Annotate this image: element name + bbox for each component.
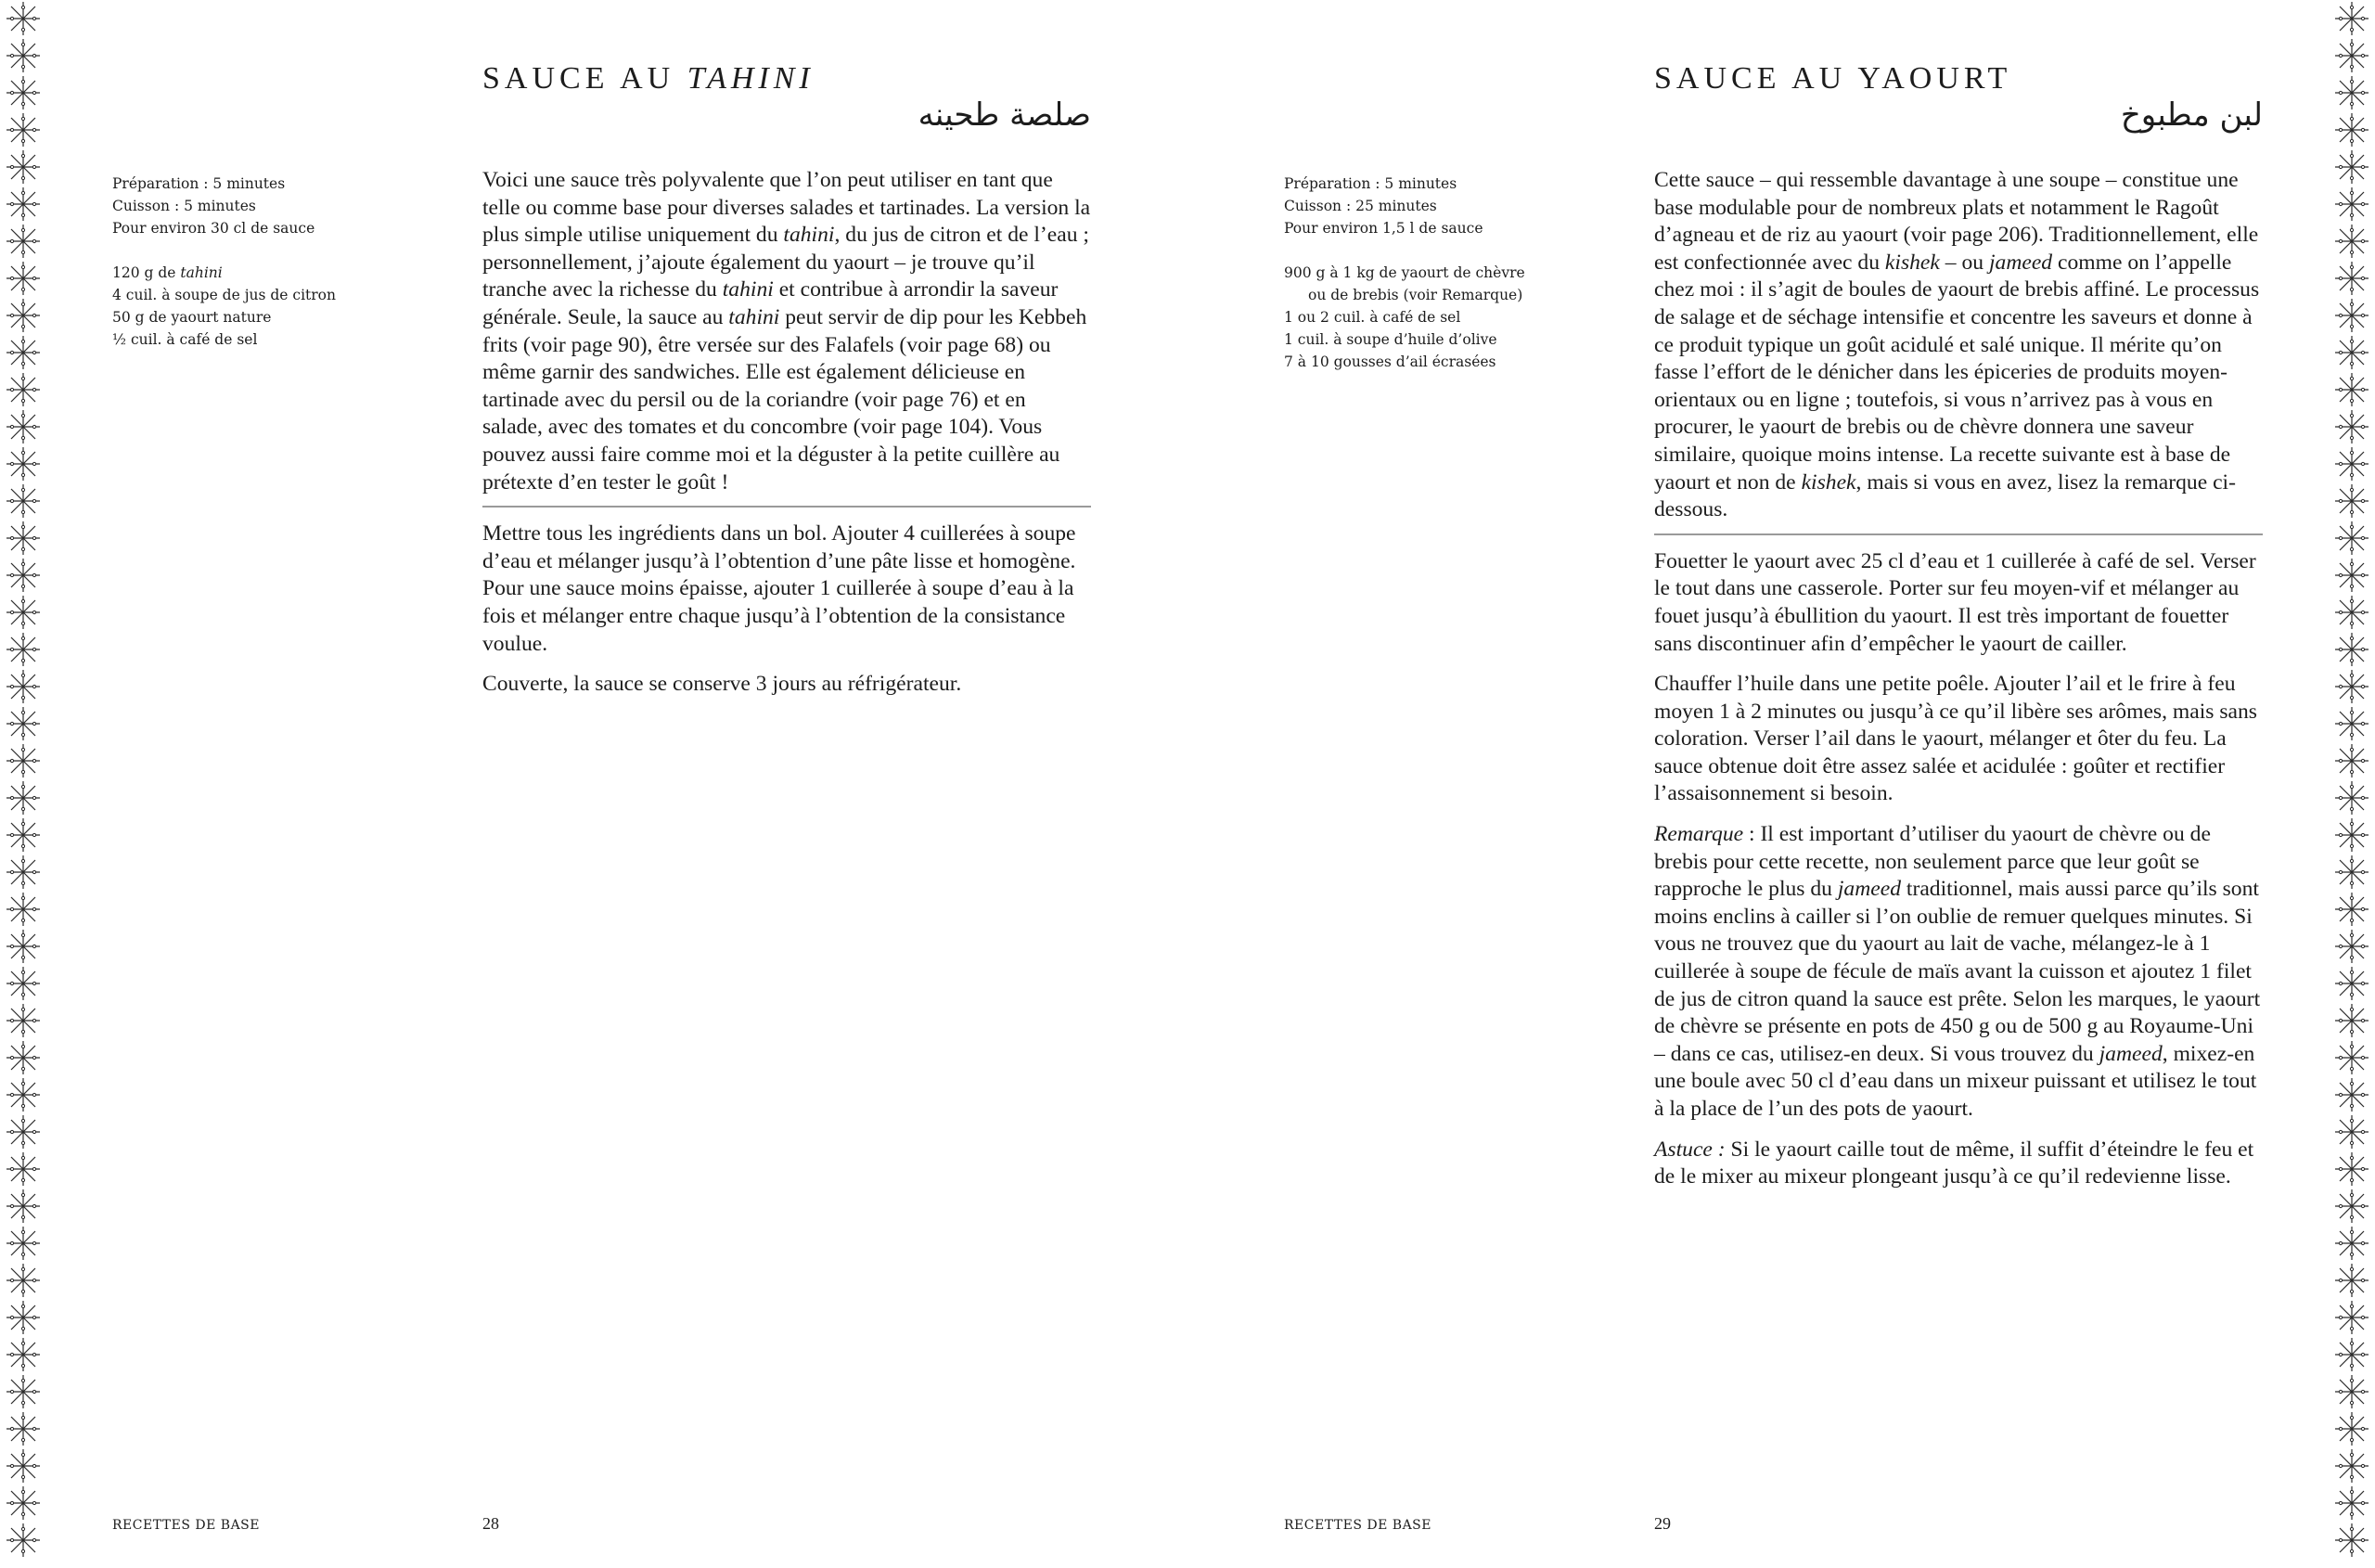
starburst-ornament-icon	[2333, 854, 2370, 891]
ingredient-item: 120 g de tahini	[112, 264, 223, 281]
starburst-ornament-icon	[5, 408, 42, 445]
starburst-ornament-icon	[2333, 1188, 2370, 1225]
starburst-ornament-icon	[2333, 742, 2370, 779]
starburst-ornament-icon	[2333, 779, 2370, 816]
title-italic: TAHINI	[687, 61, 815, 96]
starburst-ornament-icon	[2333, 37, 2370, 74]
recipe-body	[482, 167, 1091, 712]
starburst-ornament-icon	[2333, 334, 2370, 371]
page-number: 29	[1654, 1514, 1671, 1533]
starburst-ornament-icon	[5, 1447, 42, 1484]
title-prefix: SAUCE AU	[482, 61, 687, 96]
starburst-ornament-icon	[5, 371, 42, 408]
starburst-ornament-icon	[2333, 148, 2370, 186]
starburst-ornament-icon	[5, 260, 42, 297]
left-page	[46, 0, 1188, 1568]
starburst-ornament-icon	[2333, 557, 2370, 594]
starburst-ornament-icon	[2333, 1076, 2370, 1113]
starburst-ornament-icon	[5, 705, 42, 742]
starburst-ornament-icon	[5, 1410, 42, 1447]
starburst-ornament-icon	[5, 928, 42, 965]
starburst-ornament-icon	[2333, 1410, 2370, 1447]
starburst-ornament-icon	[2333, 594, 2370, 631]
prep-time: Préparation : 5 minutes	[1284, 175, 1457, 192]
starburst-ornament-icon	[2333, 631, 2370, 668]
ingredient-item: ½ cuil. à café de sel	[112, 331, 258, 348]
ingredient-item: 50 g de yaourt nature	[112, 309, 272, 326]
starburst-ornament-icon	[5, 1299, 42, 1336]
starburst-ornament-icon	[2333, 297, 2370, 334]
starburst-ornament-icon	[5, 891, 42, 928]
starburst-ornament-icon	[5, 779, 42, 816]
starburst-ornament-icon	[2333, 74, 2370, 111]
starburst-ornament-icon	[5, 482, 42, 520]
starburst-ornament-icon	[2333, 1150, 2370, 1188]
starburst-ornament-icon	[2333, 668, 2370, 705]
starburst-ornament-icon	[2333, 1002, 2370, 1039]
starburst-ornament-icon	[5, 74, 42, 111]
recipe-info-sidebar	[112, 173, 391, 351]
starburst-ornament-icon	[5, 37, 42, 74]
starburst-ornament-icon	[2333, 186, 2370, 223]
prep-time: Préparation : 5 minutes	[112, 175, 286, 192]
starburst-ornament-icon	[5, 445, 42, 482]
starburst-ornament-icon	[2333, 223, 2370, 260]
starburst-ornament-icon	[5, 1113, 42, 1150]
starburst-ornament-icon	[5, 1188, 42, 1225]
recipe-intro: Voici une sauce très polyvalente que l’on peut utiliser en tant que telle ou comme base pour diverses salades et tartinades. La version la plus simple utilise uniquement du tahini, du jus de citron et de l’eau ; personnellement, j’ajoute également du yaourt – je trouve qu’il tranche avec la richesse du tahini et contribue à arrondir la saveur générale. Seule, la sauce au tahini peut servir de dip pour les Kebbeh frits (voir page 90), être versée sur des Falafels (voir page 68) ou même garnir des sandwiches. Elle est également délicieuse en tartinade avec du persil ou de la coriandre (voir page 76) et en salade, avec des tomates et du concombre (voir page 104). Vous pouvez aussi faire comme moi et la déguster à la petite cuillère au prétexte d’en tester le goût !	[482, 168, 1091, 495]
starburst-ornament-icon	[5, 1150, 42, 1188]
starburst-ornament-icon	[2333, 1299, 2370, 1336]
starburst-ornament-icon	[2333, 1225, 2370, 1262]
starburst-ornament-icon	[2333, 705, 2370, 742]
starburst-ornament-icon	[5, 111, 42, 148]
recipe-title-tahini	[482, 61, 815, 96]
recipe-info-sidebar	[1284, 173, 1562, 373]
ingredient-item: 1 ou 2 cuil. à café de sel	[1284, 309, 1461, 326]
starburst-ornament-icon	[2333, 520, 2370, 557]
starburst-ornament-icon	[2333, 408, 2370, 445]
left-ornament-border	[0, 0, 46, 1568]
starburst-ornament-icon	[5, 816, 42, 854]
ingredient-item-continued: ou de brebis (voir Remarque)	[1308, 287, 1523, 303]
starburst-ornament-icon	[5, 1225, 42, 1262]
starburst-ornament-icon	[5, 520, 42, 557]
starburst-ornament-icon	[2333, 1336, 2370, 1373]
starburst-ornament-icon	[5, 1002, 42, 1039]
starburst-ornament-icon	[2333, 0, 2370, 37]
starburst-ornament-icon	[2333, 371, 2370, 408]
starburst-ornament-icon	[5, 668, 42, 705]
starburst-ornament-icon	[2333, 260, 2370, 297]
yield: Pour environ 1,5 l de sauce	[1284, 220, 1483, 237]
starburst-ornament-icon	[2333, 111, 2370, 148]
starburst-ornament-icon	[5, 631, 42, 668]
right-ornament-border	[2329, 0, 2375, 1568]
starburst-ornament-icon	[5, 965, 42, 1002]
starburst-ornament-icon	[2333, 482, 2370, 520]
method-step: Mettre tous les ingrédients dans un bol. Ajouter 4 cuillerées à soupe d’eau et mélanger jusqu’à l’obtention d’une pâte lisse et homogène. Pour une sauce moins épaisse, ajouter 1 cuillerée à soupe d’eau à la fois et mélanger entre chaque jusqu’à l’obtention de la consistance voulue.	[482, 521, 1076, 656]
arabic-title: صلصة طحينه	[918, 96, 1091, 134]
starburst-ornament-icon	[5, 1484, 42, 1522]
starburst-ornament-icon	[5, 854, 42, 891]
starburst-ornament-icon	[5, 223, 42, 260]
starburst-ornament-icon	[2333, 816, 2370, 854]
remark-note: Remarque : Il est important d’utiliser du yaourt de chèvre ou de brebis pour cette recette, non seulement parce que leur goût se rapproche le plus du jameed traditionnel, mais aussi parce qu’ils sont moins enclins à cailler si l’on oublie de remuer quelques minutes. Si vous ne trouvez que du yaourt au lait de vache, mélangez-le à 1 cuillerée à soupe de fécule de maïs avant la cuisson et ajoutez 1 filet de jus de citron quand la sauce est prête. Selon les marques, le yaourt de chèvre se présente en pots de 450 g ou de 500 g au Royaume-Uni – dans ce cas, utilisez-en deux. Si vous trouvez du jameed, mixez-en une boule avec 50 cl d’eau dans un mixeur puissant et utilisez le tout à la place de l’un des pots de yaourt.	[1654, 822, 2261, 1121]
starburst-ornament-icon	[5, 1373, 42, 1410]
running-footer: RECETTES DE BASE	[112, 1518, 260, 1533]
starburst-ornament-icon	[2333, 445, 2370, 482]
starburst-ornament-icon	[5, 594, 42, 631]
starburst-ornament-icon	[2333, 1113, 2370, 1150]
starburst-ornament-icon	[5, 148, 42, 186]
recipe-body	[1654, 167, 2263, 1204]
starburst-ornament-icon	[2333, 1039, 2370, 1076]
method-step: Fouetter le yaourt avec 25 cl d’eau et 1 cuillerée à café de sel. Verser le tout dans une casserole. Porter sur feu moyen-vif et mélanger au fouet jusqu’à ébullition du yaourt. Il est très important de fouetter sans discontinuer afin d’empêcher le yaourt de cailler.	[1654, 548, 2256, 656]
starburst-ornament-icon	[5, 557, 42, 594]
starburst-ornament-icon	[5, 334, 42, 371]
method-step: Couverte, la sauce se conserve 3 jours au réfrigérateur.	[482, 672, 962, 697]
arabic-title: لبن مطبوخ	[2120, 96, 2263, 134]
starburst-ornament-icon	[5, 1039, 42, 1076]
starburst-ornament-icon	[2333, 965, 2370, 1002]
cook-time: Cuisson : 25 minutes	[1284, 198, 1437, 214]
recipe-intro: Cette sauce – qui ressemble davantage à une soupe – constitue une base modulable pour de nombreux plats et notamment le Ragoût d’agneau et de riz au yaourt (voir page 206). Traditionnellement, elle est confectionnée avec du kishek – ou jameed comme on l’appelle chez moi : il s’agit de boules de yaourt de brebis affiné. Le processus de salage et de séchage intensifie et concentre les saveurs et donne à ce produit typique un goût acidulé et salé unique. Il mérite qu’on fasse l’effort de le dénicher dans les épiceries de produits moyen-orientaux ou en ligne ; toutefois, si vous n’arrivez pas à vous en procurer, le yaourt de brebis ou de chèvre donnera une saveur similaire, quoique moins intense. La recette suivante est à base de yaourt et non de kishek, mais si vous en avez, lisez la remarque ci-dessous.	[1654, 168, 2260, 522]
starburst-ornament-icon	[5, 186, 42, 223]
starburst-ornament-icon	[5, 1076, 42, 1113]
yield: Pour environ 30 cl de sauce	[112, 220, 315, 237]
right-page	[1188, 0, 2329, 1568]
starburst-ornament-icon	[2333, 928, 2370, 965]
section-divider	[1654, 533, 2263, 535]
ingredient-item: 4 cuil. à soupe de jus de citron	[112, 287, 336, 303]
method-step: Chauffer l’huile dans une petite poêle. Ajouter l’ail et le frire à feu moyen 1 à 2 minutes ou jusqu’à ce qu’il libère ses arômes, mais sans coloration. Verser l’ail dans le yaourt, mélanger et ôter du feu. La sauce obtenue doit être assez salée et acidulée : goûter et rectifier l’assaisonnement si besoin.	[1654, 672, 2257, 806]
starburst-ornament-icon	[2333, 1373, 2370, 1410]
starburst-ornament-icon	[5, 0, 42, 37]
starburst-ornament-icon	[5, 297, 42, 334]
recipe-title-yaourt: SAUCE AU YAOURT	[1654, 61, 2012, 96]
starburst-ornament-icon	[2333, 1484, 2370, 1522]
starburst-ornament-icon	[5, 742, 42, 779]
running-footer: RECETTES DE BASE	[1284, 1518, 1431, 1533]
page-number: 28	[482, 1514, 499, 1533]
starburst-ornament-icon	[5, 1336, 42, 1373]
starburst-ornament-icon	[2333, 1447, 2370, 1484]
starburst-ornament-icon	[5, 1522, 42, 1559]
starburst-ornament-icon	[5, 1262, 42, 1299]
ingredient-item: 7 à 10 gousses d’ail écrasées	[1284, 353, 1496, 370]
starburst-ornament-icon	[2333, 1522, 2370, 1559]
starburst-ornament-icon	[2333, 891, 2370, 928]
starburst-ornament-icon	[2333, 1262, 2370, 1299]
tip-note: Astuce : Si le yaourt caille tout de même, il suffit d’éteindre le feu et de le mixer au mixeur plongeant jusqu’à ce qu’il redevienne lisse.	[1654, 1137, 2254, 1189]
ingredient-item: 900 g à 1 kg de yaourt de chèvre	[1284, 264, 1525, 281]
cook-time: Cuisson : 5 minutes	[112, 198, 256, 214]
section-divider	[482, 506, 1091, 508]
ingredient-item: 1 cuil. à soupe d’huile d’olive	[1284, 331, 1497, 348]
